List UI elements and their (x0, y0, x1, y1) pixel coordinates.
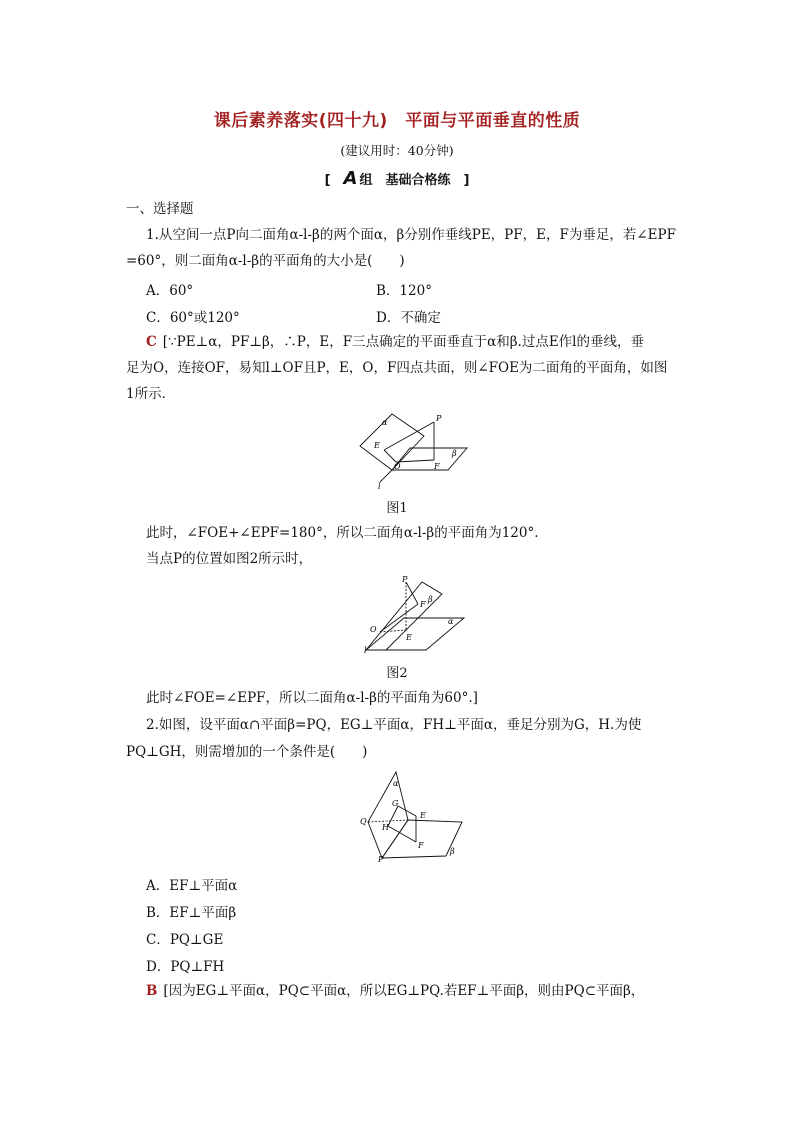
q1-stem-line1: 1.从空间一点P向二面角α-l-β的两个面α，β分别作垂线PE，PF，E，F为垂足，若∠EPF (146, 227, 676, 243)
q1-stem-line2: =60°，则二面角α-l-β的平面角的大小是( ) (126, 253, 405, 269)
q2-option-a: A．EF⊥平面α (146, 878, 238, 894)
figure-2 (362, 574, 468, 654)
fig1-label-f: F (434, 462, 440, 471)
q2-explanation-line1 (146, 982, 706, 1000)
fig3-label-f: F (418, 841, 424, 850)
fig2-label-p: P (402, 575, 408, 584)
q2-stem-line2: PQ⊥GH，则需增加的一个条件是( ) (126, 744, 368, 760)
fig1-caption: 图1 (386, 501, 408, 516)
q1-answer: C (146, 334, 157, 350)
fig3-label-h: H (382, 823, 389, 832)
fig3-label-q: Q (360, 817, 367, 826)
section-heading: 一、选择题 (126, 201, 194, 217)
q1-explanation-line6: 此时∠FOE=∠EPF，所以二面角α-l-β的平面角为60°.] (146, 690, 478, 706)
fig3-label-g: G (392, 799, 399, 808)
fig1-label-e: E (374, 441, 380, 450)
q2-option-b: B．EF⊥平面β (146, 905, 237, 921)
q1-explanation-line2: 足为O，连接OF，易知l⊥OF且P，E，O，F四点共面，则∠FOE为二面角的平面角，如图 (126, 360, 668, 376)
fig2-label-beta: β (428, 595, 433, 604)
group-bracket-left: [ (324, 173, 344, 188)
fig3-label-beta: β (450, 847, 455, 856)
fig2-caption: 图2 (386, 666, 408, 681)
figure-3 (358, 766, 468, 862)
fig1-label-beta: β (452, 449, 457, 458)
q2-exp1: [因为EG⊥平面α，PQ⊂平面α，所以EG⊥PQ.若EF⊥平面β，则由PQ⊂平面β， (163, 983, 645, 999)
time-suggestion: (建议用时：40分钟) (340, 143, 454, 158)
q2-answer: B (146, 983, 158, 999)
q1-option-c: C．60°或120° (146, 310, 240, 326)
fig3-label-p: P (378, 855, 384, 862)
group-bracket-right: ] (450, 173, 470, 188)
q1-option-d: D．不确定 (376, 310, 441, 326)
q1-option-a: A．60° (146, 283, 194, 299)
page-title: 课后素养落实(四十九) 平面与平面垂直的性质 (213, 111, 581, 131)
q1-exp1: [∵PE⊥α，PF⊥β，∴P，E，F三点确定的平面垂直于α和β.过点E作l的垂线，垂 (162, 334, 644, 350)
q2-option-c: C．PQ⊥GE (146, 932, 224, 948)
fig1-label-alpha: α (382, 418, 388, 427)
fig2-label-e: E (406, 633, 412, 642)
group-header (0, 168, 794, 189)
fig3-label-e: E (420, 811, 426, 820)
fig2-label-f: F (420, 600, 426, 609)
group-badge: A (343, 168, 358, 189)
q1-explanation-line3: 1所示． (126, 386, 176, 402)
q1-explanation-line1 (146, 333, 706, 351)
q2-option-d: D．PQ⊥FH (146, 959, 225, 975)
fig1-label-p: P (436, 414, 442, 423)
q2-stem-line1: 2.如图，设平面α∩平面β=PQ，EG⊥平面α，FH⊥平面α，垂足分别为G，H.为使 (146, 717, 642, 733)
q1-explanation-line4: 此时，∠FOE+∠EPF=180°，所以二面角α-l-β的平面角为120°. (146, 525, 539, 541)
fig1-label-o: O (394, 462, 401, 471)
q1-explanation-line5: 当点P的位置如图2所示时， (146, 551, 313, 567)
fig1-label-l: l (378, 482, 381, 490)
q1-option-b: B．120° (376, 283, 432, 299)
fig2-label-l: l (364, 646, 367, 654)
fig2-label-o: O (370, 625, 377, 634)
group-label: 组 基础合格练 (359, 173, 451, 188)
figure-1 (352, 408, 472, 490)
fig2-label-alpha: α (448, 617, 454, 626)
fig3-label-alpha: α (393, 779, 399, 788)
